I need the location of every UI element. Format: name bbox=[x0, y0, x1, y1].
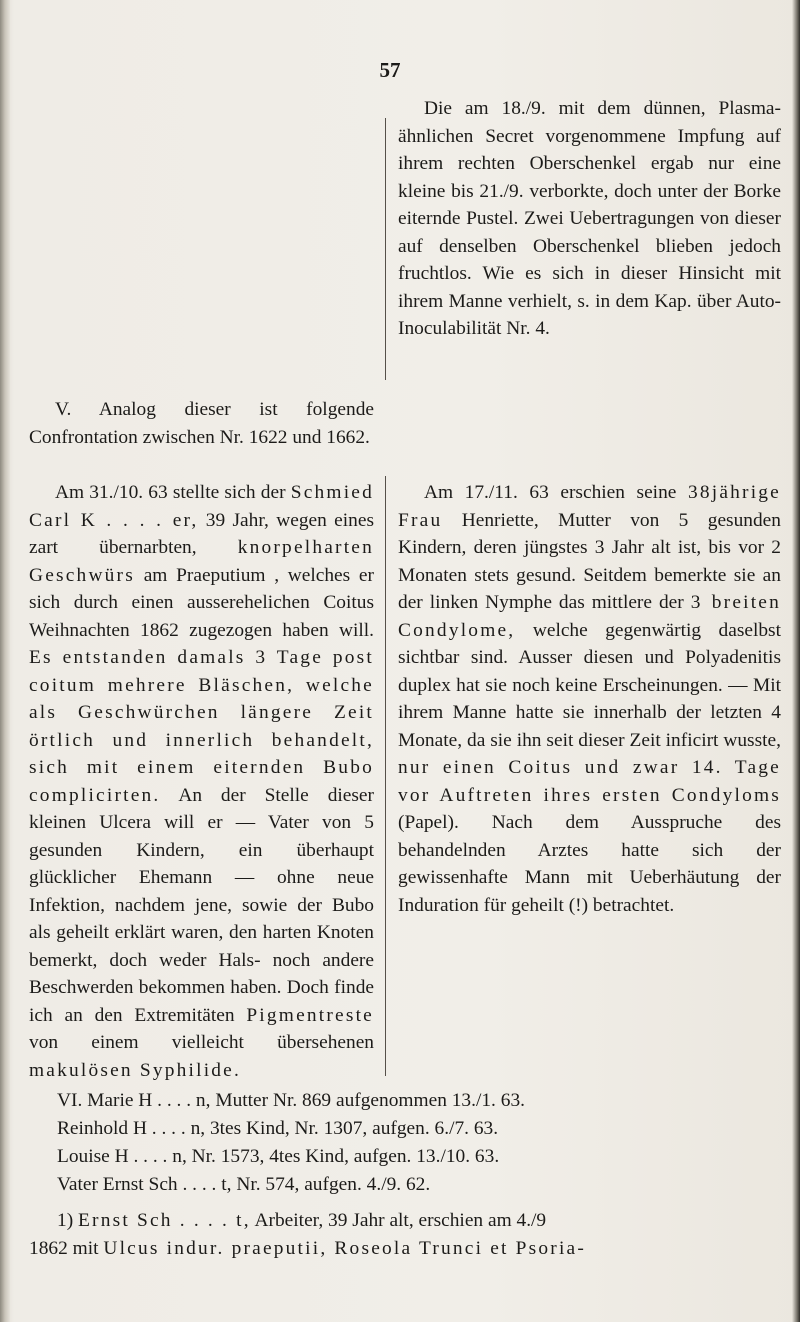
section-vi bbox=[29, 1087, 774, 1263]
spaced-emphasis: Ulcus indur. praeputii, Roseola Trunci et Psoria- bbox=[103, 1238, 587, 1259]
page-number: 57 bbox=[379, 58, 401, 82]
spaced-emphasis: 38jährige Frau bbox=[398, 482, 781, 531]
text-segment: Am 17./11. 63 erschien seine bbox=[424, 482, 677, 503]
text-segment: welche gegenwärtig daselbst sichtbar sind. Ausser diesen und Polyadenitis duplex hat sie noch keine Erscheinungen. — Mit ihrem Manne hatte sie innerhalb der letzten 4 Monate, da sie ihn seit dieser Zeit inficirt wusste, bbox=[398, 619, 781, 751]
text-segment: (Papel). Nach dem Ausspruche des behandelnden Arztes hatte sich der gewissenhafte Mann mit Ueberhäutung der Induration für geheilt (!) betrachtet. bbox=[398, 812, 781, 916]
spaced-emphasis: makulösen Syphilide. bbox=[29, 1059, 242, 1081]
paragraph-frau bbox=[398, 479, 781, 919]
section-vi-line: Reinhold H . . . . n, 3tes Kind, Nr. 1307, aufgen. 6./7. 63. bbox=[57, 1118, 499, 1139]
section-vi-line: Louise H . . . . n, Nr. 1573, 4tes Kind, aufgen. 13./10. 63. bbox=[57, 1146, 500, 1167]
text-segment: Arbeiter, 39 Jahr alt, erschien am 4./9 bbox=[254, 1210, 547, 1231]
spaced-emphasis: nur einen Coitus und zwar 14. Tage vor Auftreten ihres ersten Condyloms bbox=[398, 757, 781, 806]
column-divider-top bbox=[385, 118, 386, 380]
section-vi-item-1-line-2 bbox=[29, 1235, 774, 1263]
text-segment: am Praeputium , welches er sich durch einen ausserehelichen Coitus Weihnachten 1862 zugezogen haben will. bbox=[29, 564, 374, 641]
page-edge-left bbox=[0, 0, 10, 1322]
text-segment: von einem vielleicht übersehenen bbox=[29, 1032, 374, 1053]
spaced-emphasis: knorpelharten Geschwürs bbox=[29, 537, 374, 586]
column-divider-bottom bbox=[385, 476, 386, 1076]
left-column-case-man bbox=[29, 479, 374, 1084]
spaced-name: Schmied Carl K . . . . er, bbox=[29, 482, 374, 531]
spaced-name: Ernst Sch . . . . t, bbox=[78, 1210, 251, 1231]
text-segment: 1862 mit bbox=[29, 1238, 99, 1259]
text-segment: Am 31./10. 63 stellte sich der bbox=[55, 482, 286, 503]
section-vi-line: Vater Ernst Sch . . . . t, Nr. 574, aufgen. 4./9. 62. bbox=[57, 1174, 431, 1195]
text-segment: An der Stelle dieser kleinen Ulcera will er — Vater von 5 gesunden Kindern, ein überhaupt glücklicher Ehemann — ohne neue Infektion, nachdem jene, sowie der Bubo als geheilt erklärt waren, den harten Knoten bemerkt, doch weder Hals- noch andere Beschwerden bekommen haben. Doch finde ich an den Extremitäten bbox=[29, 784, 374, 1026]
section-vi-line: VI. Marie H . . . . n, Mutter Nr. 869 aufgenommen 13./1. 63. bbox=[57, 1090, 525, 1111]
paragraph-impfung: Die am 18./9. mit dem dünnen, Plasma-ähnlichen Secret vorgenommene Impfung auf ihrem rechten Oberschenkel ergab nur eine kleine bis 21./9. verborkte, doch unter der Borke eiternde Pustel. Zwei Uebertragungen von dieser auf denselben Oberschenkel blieben jedoch fruchtlos. Wie es sich in dieser Hinsicht mit ihrem Manne verhielt, s. in dem Kap. über Auto-Inoculabilität Nr. 4. bbox=[398, 98, 781, 339]
spaced-emphasis: 3 breiten Condylome, bbox=[398, 592, 781, 641]
section-vi-item-1-line-1 bbox=[29, 1207, 774, 1235]
section-v-text: V. Analog dieser ist folgende Confrontation zwischen Nr. 1622 und 1662. bbox=[29, 399, 374, 448]
page-edge-right bbox=[792, 0, 800, 1322]
item-number: 1) bbox=[57, 1210, 74, 1231]
right-column-top-paragraph bbox=[398, 95, 781, 343]
section-v-heading bbox=[29, 396, 374, 451]
spaced-emphasis: Es entstanden damals 3 Tage post coitum mehrere Bläschen, welche als Geschwürchen längere Zeit örtlich und innerlich behandelt, sich mit einem eiternden Bubo complicirten. bbox=[29, 647, 374, 806]
text-segment: 39 Jahr, wegen eines zart übernarbten, bbox=[29, 509, 374, 558]
right-column-case-woman bbox=[398, 479, 781, 919]
paragraph-schmied bbox=[29, 479, 374, 1084]
text-segment: Henriette, Mutter von 5 gesunden Kindern, deren jüngstes 3 Jahr alt ist, bis vor 2 Monaten stets gesund. Seitdem bemerkte sie an der linken Nymphe das mittlere der bbox=[398, 509, 781, 613]
spaced-emphasis: Pigmentreste bbox=[246, 1004, 374, 1026]
